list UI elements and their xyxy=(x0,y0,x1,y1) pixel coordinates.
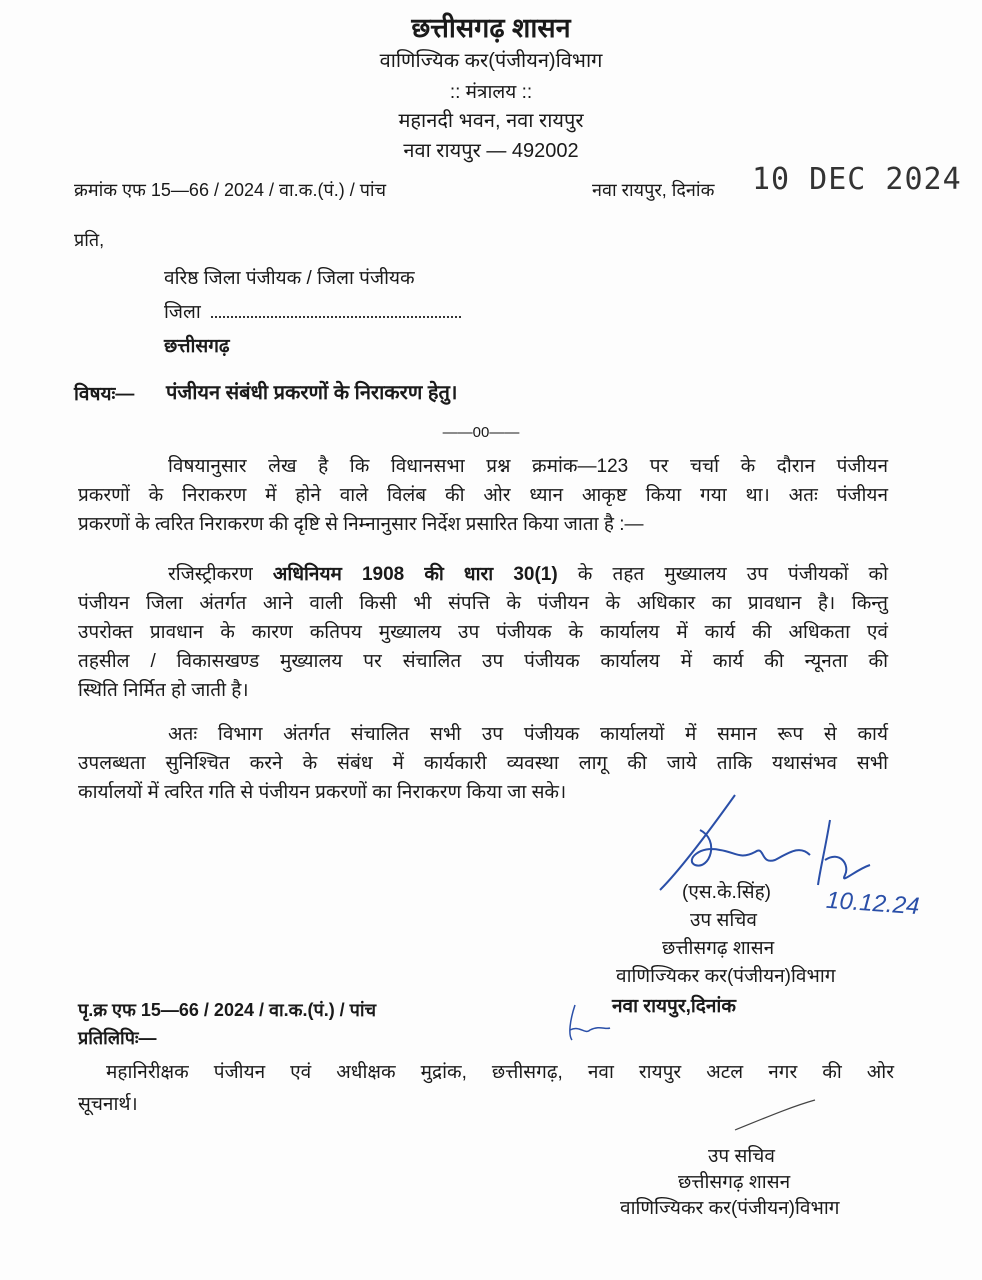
subject-label: विषयः— xyxy=(74,384,135,405)
date-stamp: 10 DEC 2024 xyxy=(752,162,962,197)
district-label: जिला xyxy=(164,302,201,323)
separator: ——00—— xyxy=(442,424,520,441)
copy-line: महानिरीक्षक पंजीयन एवं अधीक्षक मुद्रांक, छत्तीसगढ़, नवा रायपुर अटल नगर की ओर xyxy=(106,1062,894,1083)
place-date: नवा रायपुर,दिनांक xyxy=(612,996,736,1017)
para1-line: प्रकरणों के त्वरित निराकरण की दृष्टि से निम्नानुसार निर्देश प्रसारित किया जाता है :— xyxy=(78,514,644,535)
addressee-line1: वरिष्ठ जिला पंजीयक / जिला पंजीयक xyxy=(164,268,415,289)
reference-number: क्रमांक एफ 15—66 / 2024 / वा.क.(पं.) / पांच xyxy=(74,180,387,200)
para2-word: रजिस्ट्रीकरण xyxy=(168,564,253,585)
para3-line: उपलब्धता सुनिश्चित करने के संबंध में कार्यकारी व्यवस्था लागू की जाये ताकि यथासंभव सभी xyxy=(78,753,888,774)
copy-line: सूचनार्थ। xyxy=(78,1094,138,1115)
para3-line: कार्यालयों में त्वरित गति से पंजीयन प्रकरणों का निराकरण किया जा सके। xyxy=(78,782,567,803)
para1-line: प्रकरणों के निराकरण में होने वाले विलंब की ओर ध्यान आकृष्ट किया गया था। अतः पंजीयन xyxy=(78,485,888,506)
prati-label: प्रति, xyxy=(74,230,105,250)
department-name: वाणिज्यिक कर(पंजीयन)विभाग xyxy=(379,50,603,72)
act-reference: अधिनियम 1908 की धारा 30(1) xyxy=(272,564,558,585)
signatory-govt: छत्तीसगढ़ शासन xyxy=(662,938,775,959)
signatory2-department: वाणिज्यिकर कर(पंजीयन)विभाग xyxy=(620,1198,840,1219)
para2-line: उपरोक्त प्रावधान के कारण कतिपय मुख्यालय उप पंजीयक के कार्यालय में कार्य की अधिकता एवं xyxy=(78,622,888,643)
para2-line: तहसील / विकासखण्ड मुख्यालय पर संचालित उप पंजीयक कार्यालय में कार्य की न्यूनता की xyxy=(78,651,888,672)
signatory-name: (एस.के.सिंह) xyxy=(682,882,772,903)
building-address: महानदी भवन, नवा रायपुर xyxy=(398,110,584,132)
place-date-label: नवा रायपुर, दिनांक xyxy=(592,180,715,200)
addressee-district xyxy=(164,298,461,324)
copy-label: प्रतिलिपिः— xyxy=(78,1028,157,1048)
copy-reference: पृ.क्र एफ 15—66 / 2024 / वा.क.(पं.) / पांच xyxy=(78,1000,377,1020)
initials xyxy=(560,1000,620,1045)
handwritten-date: 10.12.24 xyxy=(825,886,921,921)
addressee-state: छत्तीसगढ़ xyxy=(164,336,230,357)
para2-line: स्थिति निर्मित हो जाती है। xyxy=(78,680,249,701)
ministry-label: :: मंत्रालय :: xyxy=(449,82,533,103)
para2-line xyxy=(168,560,888,586)
govt-title: छत्तीसगढ़ शासन xyxy=(411,13,571,43)
para1-line: विषयानुसार लेख है कि विधानसभा प्रश्न क्रमांक—123 पर चर्चा के दौरान पंजीयन xyxy=(168,456,888,477)
district-blank xyxy=(211,316,461,318)
signatory2-govt: छत्तीसगढ़ शासन xyxy=(678,1172,791,1193)
city-pin: नवा रायपुर — 492002 xyxy=(403,140,579,162)
signatory-designation: उप सचिव xyxy=(690,910,757,931)
signatory-department: वाणिज्यिकर कर(पंजीयन)विभाग xyxy=(616,966,836,987)
subject-text: पंजीयन संबंधी प्रकरणों के निराकरण हेतु। xyxy=(166,382,458,404)
para3-line: अतः विभाग अंतर्गत संचालित सभी उप पंजीयक कार्यालयों में समान रूप से कार्य xyxy=(168,724,888,745)
signatory2-designation: उप सचिव xyxy=(708,1146,775,1167)
para2-rest: के तहत मुख्यालय उप पंजीयकों को xyxy=(577,564,889,585)
signature-stroke xyxy=(730,1095,820,1135)
para2-line: पंजीयन जिला अंतर्गत आने वाली किसी भी संपत्ति के पंजीयन के अधिकार का प्रावधान है। किन्तु xyxy=(78,593,888,614)
